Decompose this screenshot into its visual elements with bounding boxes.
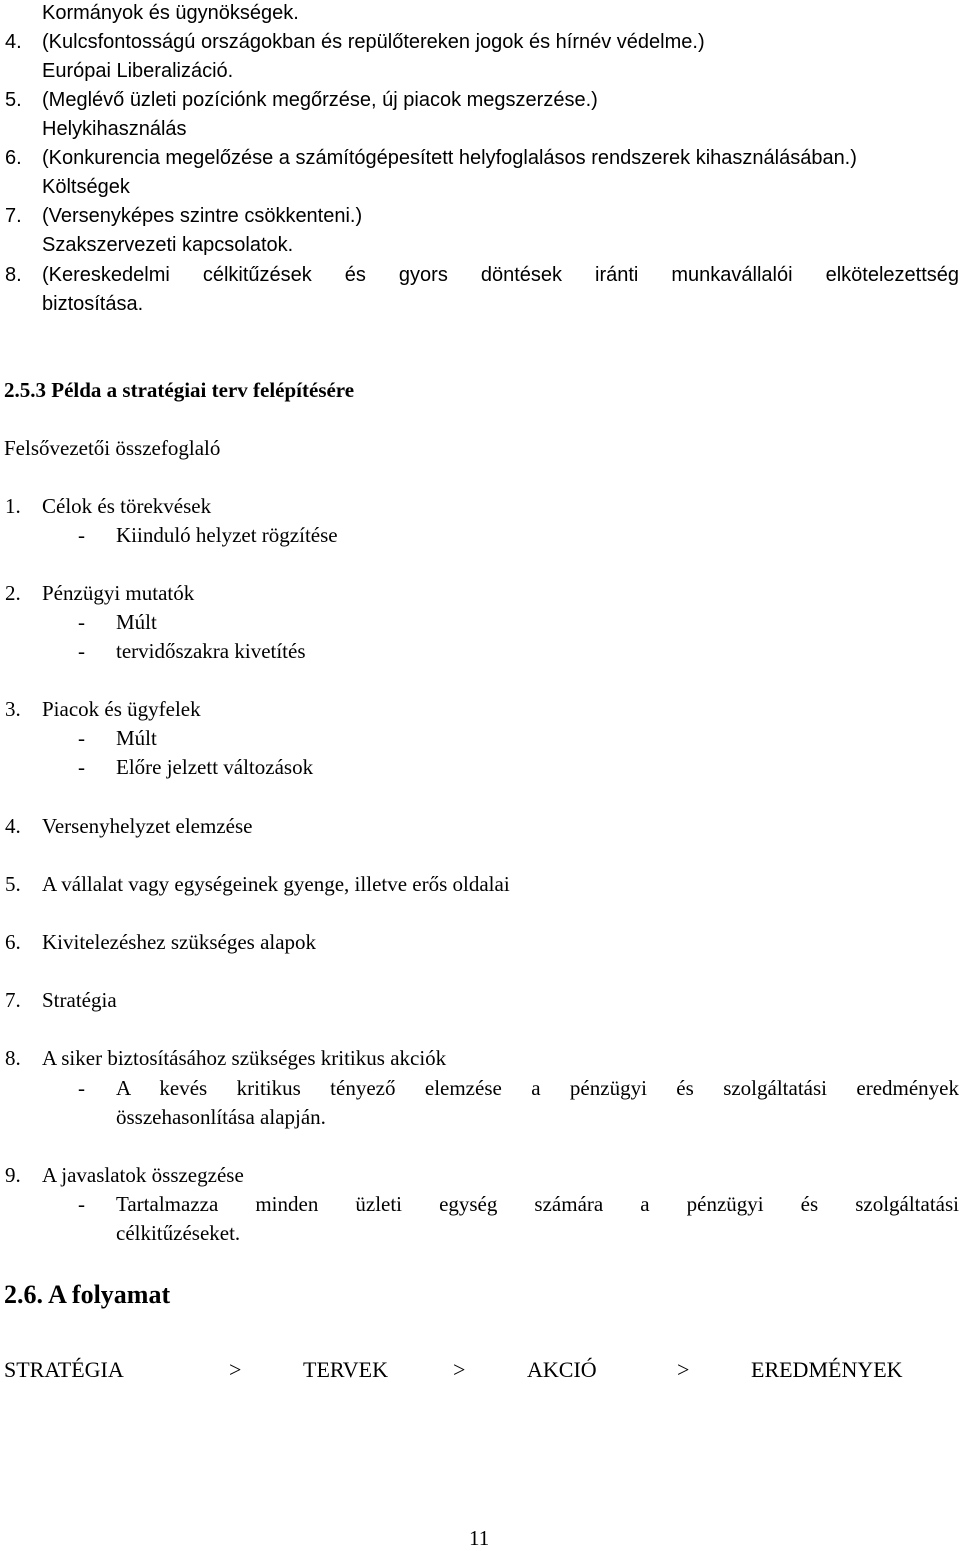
- subheading-executive-summary: Felsővezetői összefoglaló: [4, 436, 221, 460]
- page-number: 11: [469, 1526, 490, 1550]
- section-heading-2-6: 2.6. A folyamat: [4, 1280, 171, 1309]
- section-heading-2-5-3: 2.5.3 Példa a stratégiai terv felépítésére: [4, 378, 355, 402]
- flow-step-action: AKCIÓ: [527, 1357, 597, 1382]
- flow-step-results: EREDMÉNYEK: [751, 1357, 903, 1382]
- flow-arrow: >: [229, 1357, 242, 1382]
- flow-step-plans: TERVEK: [303, 1357, 389, 1382]
- process-flow: [0, 1357, 960, 1387]
- flow-step-strategy: STRATÉGIA: [4, 1357, 124, 1382]
- flow-arrow: >: [677, 1357, 690, 1382]
- flow-arrow: >: [453, 1357, 466, 1382]
